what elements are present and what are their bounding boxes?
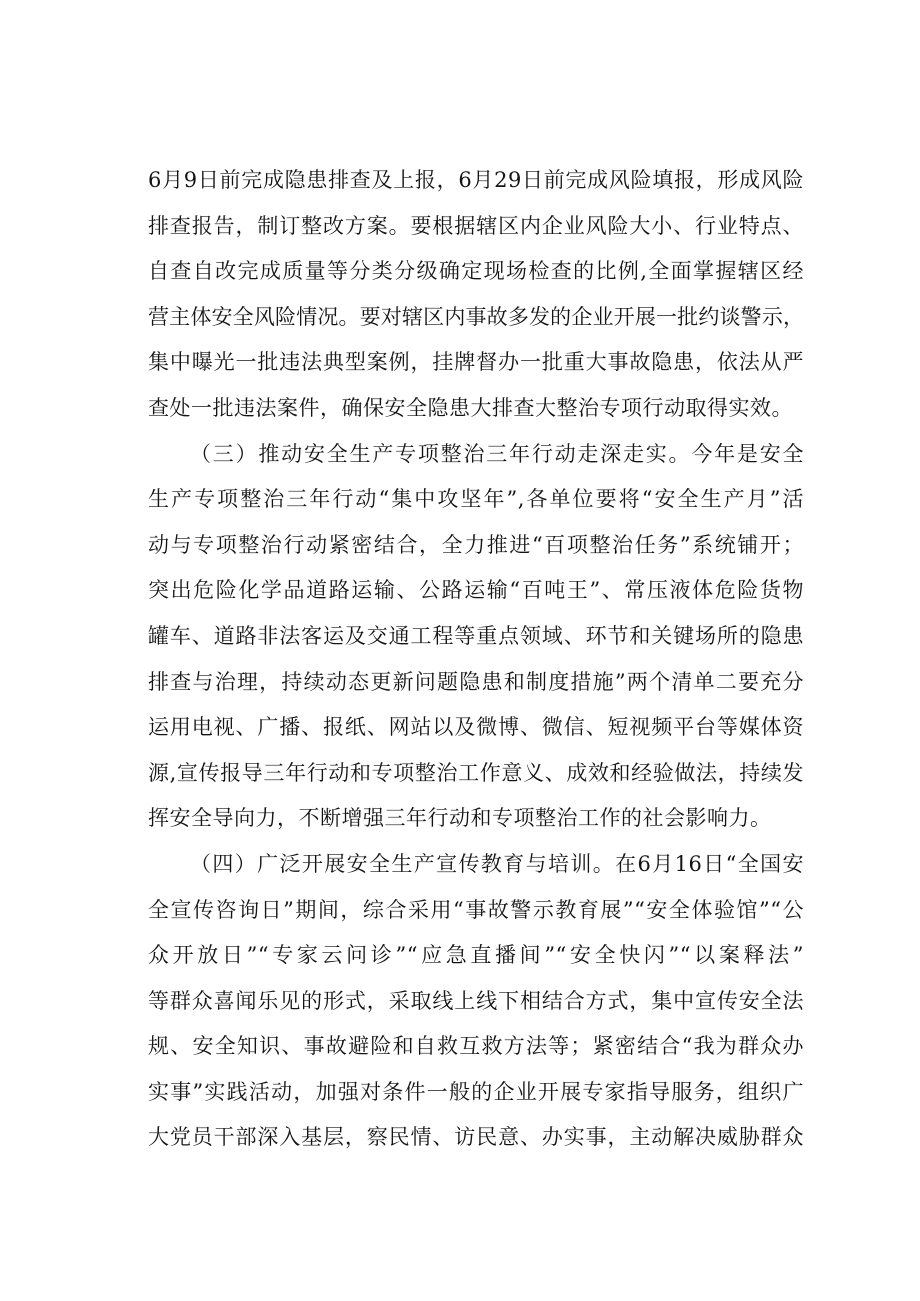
text-line: 营主体安全风险情况。要对辖区内事故多发的企业开展一批约谈警示， [148,304,804,329]
text-line: 等群众喜闻乐见的形式，采取线上线下相结合方式，集中宣传安全法 [148,988,804,1013]
text-line: 全宣传咨询日”期间，综合采用“事故警示教育展”“安全体验馆”“公 [148,897,804,922]
text-line: 运用电视、广播、报纸、网站以及微博、微信、短视频平台等媒体资 [148,715,804,740]
text-line: 突出危险化学品道路运输、公路运输“百吨王”、常压液体危险货物 [148,578,804,603]
section-heading-line: （四）广泛开展安全生产宣传教育与培训。在6月16日“全国安 [190,851,804,876]
text-line: 挥安全导向力，不断增强三年行动和专项整治工作的社会影响力。 [148,806,772,831]
section-heading-line: （三）推动安全生产专项整治三年行动走深走实。今年是安全 [190,441,804,466]
paragraph-continuation [148,158,804,432]
text-line: 源,宣传报导三年行动和专项整治工作意义、成效和经验做法，持续发 [148,760,804,785]
text-line: 自查自改完成质量等分类分级确定现场检查的比例,全面掌握辖区经 [148,259,804,284]
text-line: 排查与治理，持续动态更新问题隐患和制度措施”两个清单二要充分 [148,669,804,694]
text-line: 排查报告，制订整改方案。要根据辖区内企业风险大小、行业特点、 [148,213,804,238]
paragraph-section-4 [148,842,804,1161]
text-line: 大党员干部深入基层，察民情、访民意、办实事，主动解决威胁群众 [148,1125,804,1150]
document-body [148,158,804,1161]
text-line: 生产专项整治三年行动“集中攻坚年”,各单位要将“安全生产月”活 [148,487,804,512]
paragraph-section-3 [148,432,804,842]
text-line: 动与专项整治行动紧密结合，全力推进“百项整治任务”系统铺开； [148,532,804,557]
text-line: 罐车、道路非法客运及交通工程等重点领域、环节和关键场所的隐患 [148,623,804,648]
text-line: 集中曝光一批违法典型案例，挂牌督办一批重大事故隐患，依法从严 [148,350,804,375]
text-line: 众开放日”“专家云问诊”“应急直播间”“安全快闪”“以案释法” [148,943,804,968]
text-line: 查处一批违法案件，确保安全隐患大排查大整治专项行动取得实效。 [148,395,793,420]
text-line: 规、安全知识、事故避险和自救互救方法等；紧密结合“我为群众办 [148,1034,804,1059]
text-line: 6月9日前完成隐患排查及上报，6月29日前完成风险填报，形成风险 [148,168,804,192]
text-line: 实事”实践活动，加强对条件一般的企业开展专家指导服务，组织广 [148,1079,804,1104]
